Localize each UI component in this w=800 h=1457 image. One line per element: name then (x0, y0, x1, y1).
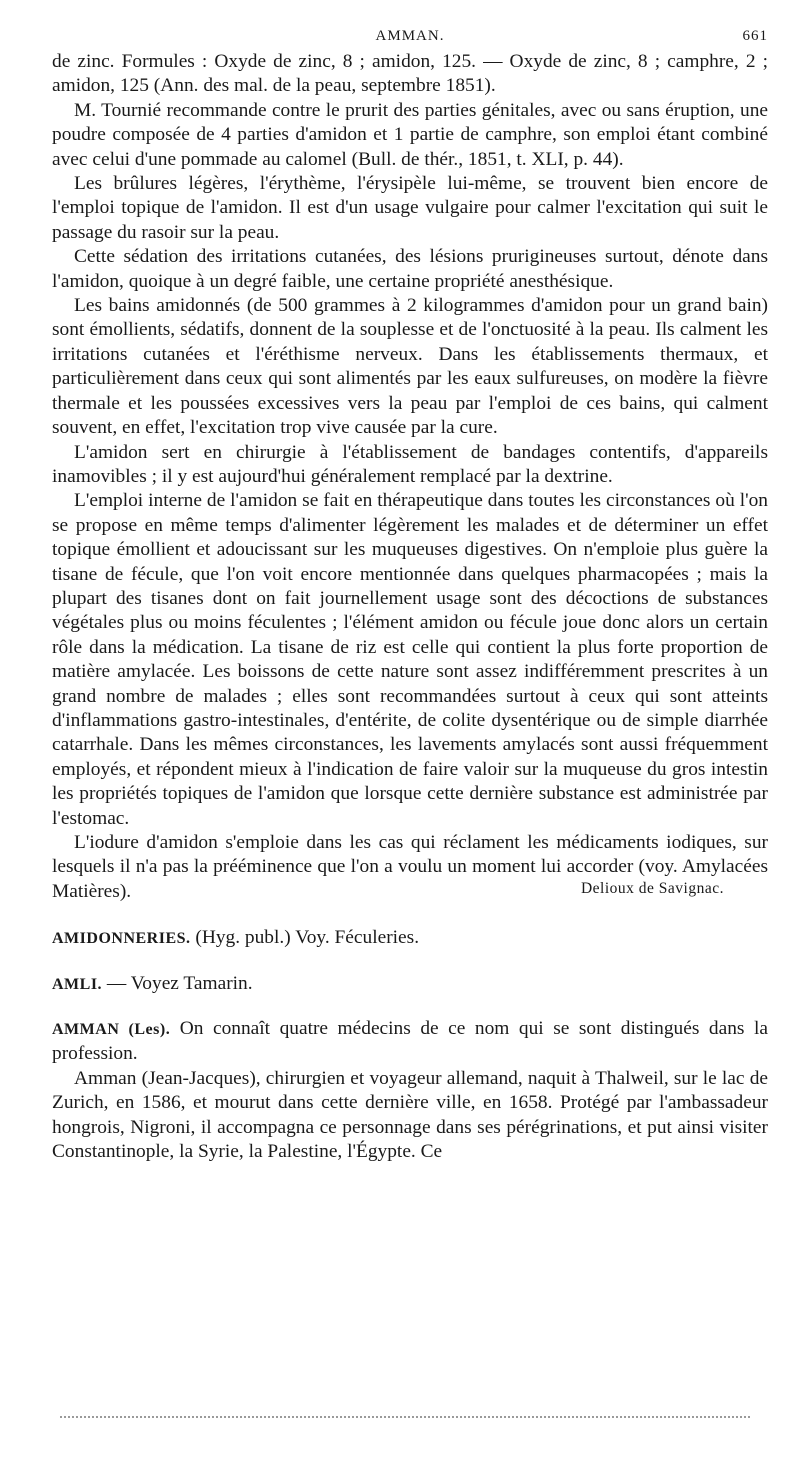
document-page (52, 28, 768, 1164)
paragraph-iodure: L'iodure d'amidon s'emploie dans les cas qui réclament les médicaments iodiques, sur lesquels il n'a pas la prééminence que l'on a voulu un moment lui accorder (voy. Amylacées Matières). (52, 832, 768, 902)
paragraph-tournie: M. Tournié recommande contre le prurit des parties génitales, avec ou sans éruption, une poudre composée de 4 parties d'amidon et 1 partie de camphre, son emploi étant combiné avec celui d'une pommade au calomel (Bull. de thér., 1851, t. XLI, p. 44). (52, 99, 768, 170)
entry-amman-jean-jacques: Amman (Jean-Jacques), chirurgien et voyageur allemand, naquit à Thalweil, sur le lac de Zurich, en 1586, et mourut dans cette dernière ville, en 1658. Protégé par l'ambassadeur hongrois, Nigroni, il accompagna ce personnage dans ses pérégrinations, et put ainsi visiter Constantinople, la Syrie, la Palestine, l'Égypte. Ce (52, 1067, 768, 1163)
page-number: 661 (742, 28, 768, 44)
entry-headword: AMLI. (52, 975, 103, 993)
entry-text: On connaît quatre médecins de ce nom qui se sont distingués dans la profession. (52, 1018, 768, 1065)
author-signature: Delioux de Savignac. (580, 880, 724, 898)
paragraph-formules: de zinc. Formules : Oxyde de zinc, 8 ; amidon, 125. — Oxyde de zinc, 8 ; camphre, 2 ; amidon, 125 (Ann. des mal. de la peau, septembre 1851). (52, 51, 768, 97)
entry-headword: AMMAN (Les). (52, 1021, 171, 1039)
paragraph-chirurgie: L'amidon sert en chirurgie à l'établissement de bandages contentifs, d'appareils inamovibles ; il y est aujourd'hui généralement remplacé par la dextrine. (52, 441, 768, 487)
paragraph-brulures: Les brûlures légères, l'érythème, l'érysipèle lui-même, se trouvent bien encore de l'emploi topique de l'amidon. Il est d'un usage vulgaire pour calmer l'excitation qui suit le passage du rasoir sur la peau. (52, 173, 768, 243)
entry-crossref: — Voyez Tamarin. (106, 972, 253, 994)
paragraph-sedation: Cette sédation des irritations cutanées, des lésions prurigineuses surtout, dénote dans l'amidon, quoique à un degré faible, une certaine propriété anesthésique. (52, 246, 768, 292)
paragraph-bains: Les bains amidonnés (de 500 grammes à 2 kilogrammes d'amidon pour un grand bain) sont émollients, sédatifs, donnent de la souplesse et de l'onctuosité à la peau. Ils calment les irritations cutanées et l'éréthisme nerveux. Dans les établissements thermaux, et particulièrement dans ceux qui sont alimentés par les eaux sulfureuses, on modère la fièvre thermale et les poussées excessives vers la peau par l'emploi de ces bains, qui calment souvent, en effet, l'excitation trop vive causée par la cure. (52, 295, 768, 439)
running-title: AMMAN. (375, 28, 445, 44)
entry-amli (52, 972, 768, 997)
entry-amidonneries (52, 926, 768, 951)
entry-headword: AMIDONNERIES. (52, 930, 191, 948)
entry-crossref: (Hyg. publ.) Voy. Féculeries. (195, 927, 420, 949)
page-footer-dots (60, 1416, 750, 1422)
entry-amman (52, 1017, 768, 1067)
running-head (52, 28, 768, 50)
paragraph-emploi-interne: L'emploi interne de l'amidon se fait en thérapeutique dans toutes les circonstances où l'on se propose en même temps d'alimenter légèrement les malades et de déterminer un effet topique émollient et adoucissant sur les muqueuses digestives. On n'emploie plus guère la tisane de fécule, que l'on voit encore mentionnée dans quelques pharmacopées ; mais la plupart des tisanes dont on fait journellement usage sont des décoctions de substances végétales plus ou moins féculentes ; l'élément amidon ou fécule joue donc alors un certain rôle dans la médication. La tisane de riz est celle qui contient la plus forte proportion de matière amylacée. Les boissons de cette nature sont assez indifféremment prescrites à un grand nombre de malades ; elles sont recommandées surtout à ceux qui sont atteints d'inflammations gastro-intestinales, d'entérite, de colite dysentérique ou de simple diarrhée catarrhale. Dans les mêmes circonstances, les lavements amylacés sont aussi fréquemment employés, et répondent mieux à l'indication de faire valoir sur la muqueuse du gros intestin les propriétés topiques de l'amidon que lorsque cette dernière substance est administrée par l'estomac. (52, 490, 768, 829)
